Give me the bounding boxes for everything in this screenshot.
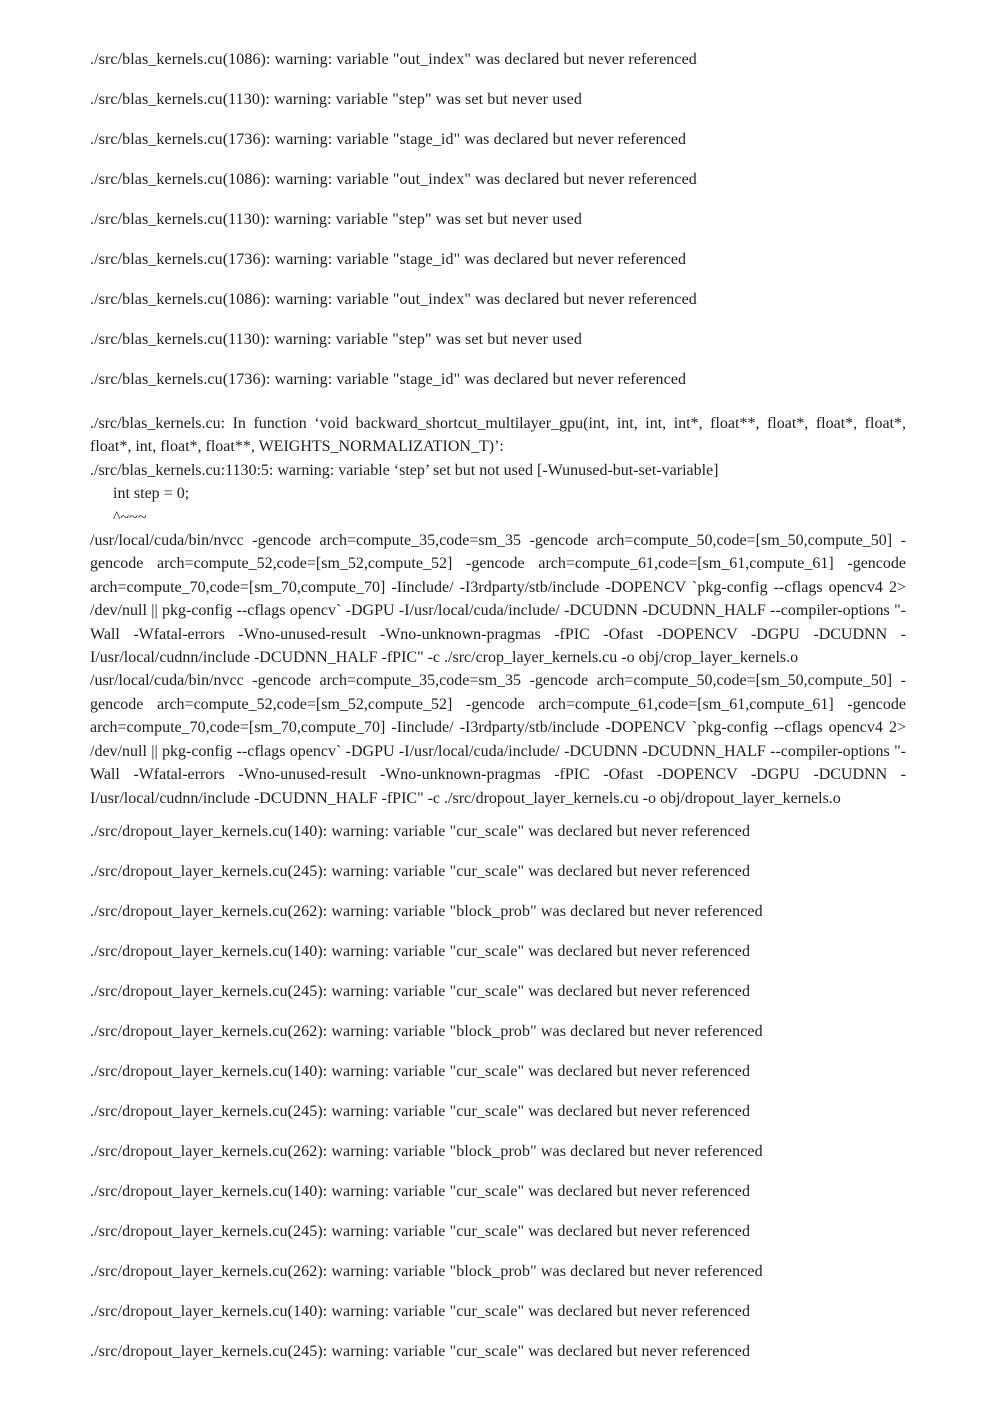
caret-marker-line: ^~~~ bbox=[113, 508, 147, 526]
warning-line: ./src/dropout_layer_kernels.cu(245): warning: variable "cur_scale" was declared but never referenced bbox=[90, 1342, 751, 1360]
gcc-warning-line: ./src/blas_kernels.cu:1130:5: warning: variable ‘step’ set but not used [-Wunused-but-set-variable] bbox=[90, 461, 719, 479]
nvcc-command-text: /usr/local/cuda/bin/nvcc -gencode arch=compute_35,code=sm_35 -gencode arch=compute_50,code=[sm_50,compute_50] -gencode arch=compute_52,code=[sm_52,compute_52] -gencode arch=compute_61,code=[sm_61,compute_61] -gencode arch=compute_70,code=[sm_70,compute_70] -Iinclude/ -I3rdparty/stb/include -DOPENCV `pkg-config --cflags opencv4 2> /dev/null || pkg-config --cflags opencv` -DGPU -I/usr/local/cuda/include/ -DCUDNN -DCUDNN_HALF --compiler-options "-Wall -Wfatal-errors -Wno-unused-result -Wno-unknown-pragmas -fPIC -Ofast -DOPENCV -DGPU -DCUDNN -I/usr/local/cudnn/include -DCUDNN_HALF -fPIC" -c ./src/crop_layer_kernels.cu -o obj/crop_layer_kernels.o bbox=[90, 532, 906, 667]
warning-line: ./src/blas_kernels.cu(1736): warning: variable "stage_id" was declared but never referenced bbox=[90, 131, 687, 148]
nvcc-crop-layer-command bbox=[90, 529, 906, 669]
warning-line: ./src/dropout_layer_kernels.cu(245): warning: variable "cur_scale" was declared but never referenced bbox=[90, 1102, 751, 1120]
warning-line: ./src/blas_kernels.cu(1130): warning: variable "step" was set but never used bbox=[90, 211, 582, 228]
dropout-kernels-warnings bbox=[90, 824, 906, 1360]
warning-line: ./src/dropout_layer_kernels.cu(245): warning: variable "cur_scale" was declared but never referenced bbox=[90, 1222, 751, 1240]
warning-line: ./src/dropout_layer_kernels.cu(262): warning: variable "block_prob" was declared but never referenced bbox=[90, 902, 763, 920]
warning-line: ./src/blas_kernels.cu(1736): warning: variable "stage_id" was declared but never referenced bbox=[90, 251, 687, 268]
warning-line: ./src/dropout_layer_kernels.cu(140): warning: variable "cur_scale" was declared but never referenced bbox=[90, 942, 751, 960]
warning-line: ./src/blas_kernels.cu(1130): warning: variable "step" was set but never used bbox=[90, 331, 582, 348]
warning-line: ./src/dropout_layer_kernels.cu(262): warning: variable "block_prob" was declared but never referenced bbox=[90, 1022, 763, 1040]
warning-line: ./src/blas_kernels.cu(1736): warning: variable "stage_id" was declared but never referenced bbox=[90, 371, 687, 388]
warning-line: ./src/dropout_layer_kernels.cu(245): warning: variable "cur_scale" was declared but never referenced bbox=[90, 862, 751, 880]
warning-line: ./src/dropout_layer_kernels.cu(262): warning: variable "block_prob" was declared but never referenced bbox=[90, 1262, 763, 1280]
warning-line: ./src/dropout_layer_kernels.cu(140): warning: variable "cur_scale" was declared but never referenced bbox=[90, 1062, 751, 1080]
compiler-log bbox=[90, 52, 906, 1360]
warning-line: ./src/dropout_layer_kernels.cu(140): warning: variable "cur_scale" was declared but never referenced bbox=[90, 1302, 751, 1320]
gcc-function-context-block bbox=[90, 412, 906, 529]
warning-line: ./src/blas_kernels.cu(1086): warning: variable "out_index" was declared but never referenced bbox=[90, 291, 697, 308]
warning-line: ./src/dropout_layer_kernels.cu(245): warning: variable "cur_scale" was declared but never referenced bbox=[90, 982, 751, 1000]
warning-line: ./src/blas_kernels.cu(1086): warning: variable "out_index" was declared but never referenced bbox=[90, 51, 697, 68]
warning-line: ./src/dropout_layer_kernels.cu(140): warning: variable "cur_scale" was declared but never referenced bbox=[90, 822, 751, 840]
nvcc-command-text: /usr/local/cuda/bin/nvcc -gencode arch=compute_35,code=sm_35 -gencode arch=compute_50,code=[sm_50,compute_50] -gencode arch=compute_52,code=[sm_52,compute_52] -gencode arch=compute_61,code=[sm_61,compute_61] -gencode arch=compute_70,code=[sm_70,compute_70] -Iinclude/ -I3rdparty/stb/include -DOPENCV `pkg-config --cflags opencv4 2> /dev/null || pkg-config --cflags opencv` -DGPU -I/usr/local/cuda/include/ -DCUDNN -DCUDNN_HALF --compiler-options "-Wall -Wfatal-errors -Wno-unused-result -Wno-unknown-pragmas -fPIC -Ofast -DOPENCV -DGPU -DCUDNN -I/usr/local/cudnn/include -DCUDNN_HALF -fPIC" -c ./src/dropout_layer_kernels.cu -o obj/dropout_layer_kernels.o bbox=[90, 672, 906, 807]
source-code-line: int step = 0; bbox=[113, 485, 190, 503]
warning-line: ./src/blas_kernels.cu(1086): warning: variable "out_index" was declared but never referenced bbox=[90, 171, 697, 188]
warning-line: ./src/blas_kernels.cu(1130): warning: variable "step" was set but never used bbox=[90, 91, 582, 108]
gcc-in-function-line: ./src/blas_kernels.cu: In function ‘void backward_shortcut_multilayer_gpu(int, int, int, int*, float**, float*, float*, float*, float*, int, float*, float**, WEIGHTS_NORMALIZATION_T)’: bbox=[90, 415, 906, 456]
nvcc-dropout-layer-command bbox=[90, 669, 906, 809]
warning-line: ./src/dropout_layer_kernels.cu(140): warning: variable "cur_scale" was declared but never referenced bbox=[90, 1182, 751, 1200]
warning-line: ./src/dropout_layer_kernels.cu(262): warning: variable "block_prob" was declared but never referenced bbox=[90, 1142, 763, 1160]
blas-kernels-warnings bbox=[90, 52, 906, 388]
